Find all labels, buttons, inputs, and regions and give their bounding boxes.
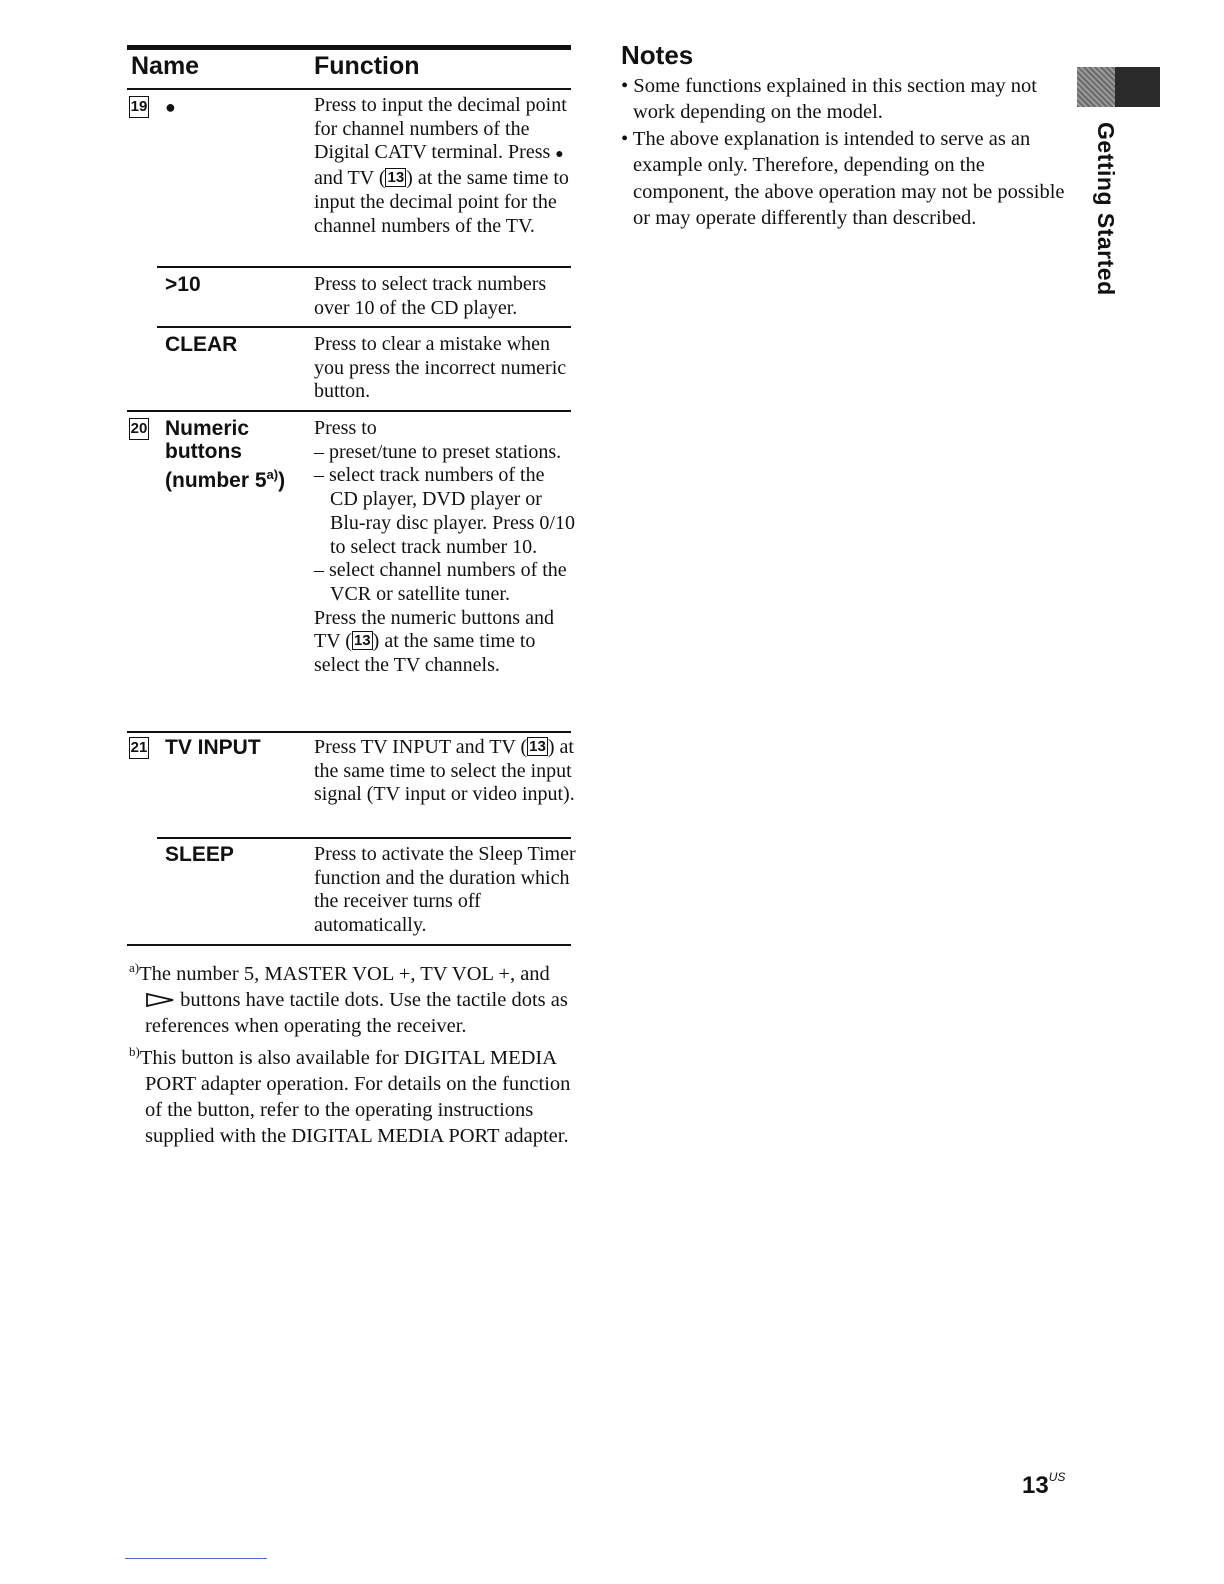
row-function-clear: Press to clear a mistake when you press the incorrect numeric button. (314, 333, 567, 403)
row-divider (127, 731, 571, 733)
ref-box: 13 (529, 738, 546, 755)
note-item: • Some functions explained in this section may not work depending on the model. (621, 75, 1037, 124)
row-function-numeric: Press to – preset/tune to preset stations. – select track numbers of the CD player, DVD player or Blu-ray disc player. Press 0/10 to select track number 10. – select channel numbers of the VCR or satellite tuner. Press the numeric buttons and TV ( 13 ) at the same time to select the TV channels. (314, 417, 575, 677)
section-tab-marker-solid (1115, 67, 1160, 107)
play-triangle-icon (145, 992, 175, 1008)
row-function-decimal: Press to input the decimal point for channel numbers of the Digital CATV terminal. Press ● and TV ( 13 ) at the same time to input the decimal point for the channel numbers of the TV. (314, 94, 569, 237)
item-number-box: 21 (129, 737, 149, 759)
page-number: $13^{US}$ (1022, 1470, 1066, 1499)
dot-glyph: ● (555, 147, 564, 163)
footnotes (129, 955, 579, 1149)
row-name-sleep: SLEEP (165, 843, 234, 866)
row-divider (127, 410, 571, 412)
row-function-greater-10: Press to select track numbers over 10 of the CD player. (314, 273, 547, 319)
row-name-dot: ● (165, 97, 176, 117)
row-divider (157, 837, 571, 839)
note-item: • The above explanation is intended to serve as an example only. Therefore, depending on the component, the above operation may not be possible or may operate differently than described. (621, 127, 1065, 230)
row-name-greater-10: >10 (165, 273, 201, 296)
footnote-b: $^{b)}$This button is also available for DIGITAL MEDIA PORT adapter operation. For details on the function of the button, refer to the operating instructions supplied with the DIGITAL MEDIA PORT adapter. (129, 1043, 571, 1147)
column-header-name: Name (131, 52, 200, 80)
item-number-box: 20 (129, 418, 149, 440)
notes-title: Notes (621, 40, 694, 70)
notes-list (621, 73, 1071, 231)
footnote-a: $^{a)}$The number 5, MASTER VOL +, TV VOL +, and buttons have tactile dots. Use the tactile dots as references when operating the receiver. (129, 960, 568, 1037)
ref-box: 13 (387, 169, 405, 187)
ref-box: 13 (353, 632, 371, 650)
row-name-tv-input: TV INPUT (165, 736, 261, 759)
row-function-sleep: Press to activate the Sleep Timer function and the duration which the receiver turns off automatically. (314, 843, 576, 937)
table-top-rule (127, 45, 571, 50)
row-name-numeric-buttons: Numeric buttons (number 5$^{a)}$) (165, 417, 286, 492)
bottom-link-rule (125, 1558, 267, 1559)
row-divider (157, 326, 571, 328)
column-header-function: Function (314, 52, 420, 80)
section-label: Getting Started (1093, 122, 1119, 296)
table-bottom-rule (127, 944, 571, 946)
item-number-box: 19 (129, 96, 149, 118)
row-function-tv-input: Press TV INPUT and TV ( 13 ) at the same time to select the input signal (TV input or video input). (314, 736, 575, 806)
row-divider (157, 266, 571, 268)
header-rule (127, 88, 571, 90)
row-name-clear: CLEAR (165, 333, 238, 356)
